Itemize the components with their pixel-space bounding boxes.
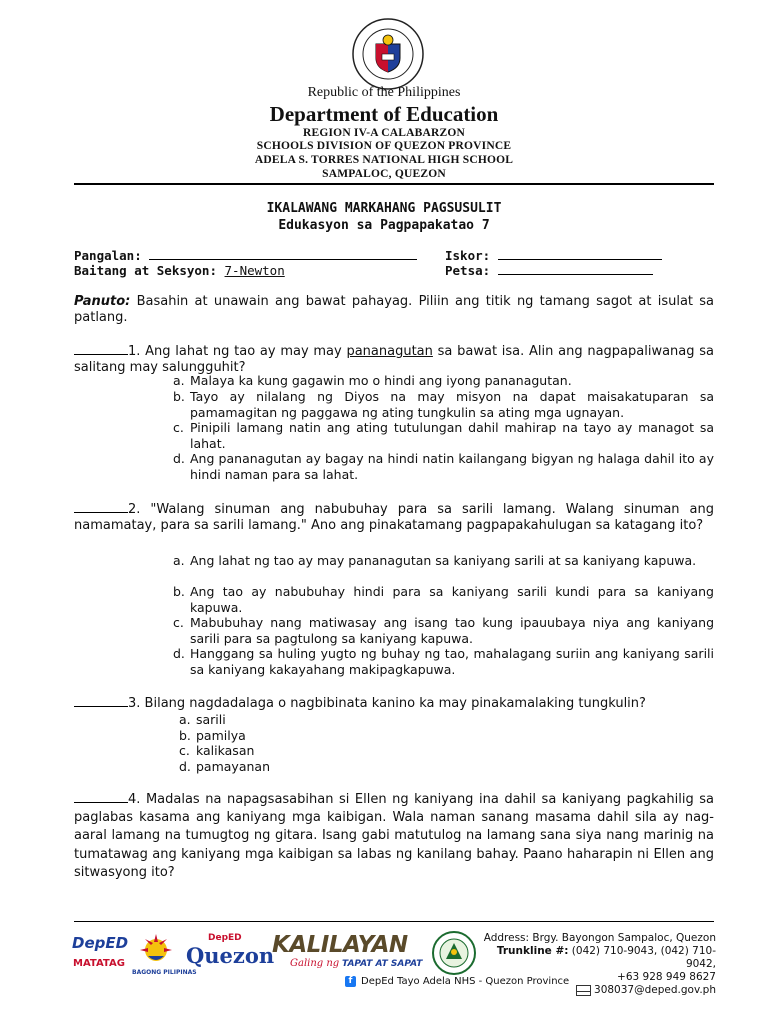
option-letter: d. bbox=[179, 759, 191, 774]
question-number: 2. bbox=[128, 502, 141, 517]
address-text: Address: Brgy. Bayongon Sampaloc, Quezon bbox=[483, 932, 716, 944]
answer-blank-2[interactable] bbox=[74, 500, 128, 513]
date-label: Petsa: bbox=[445, 263, 491, 278]
option-1c bbox=[173, 420, 714, 451]
option-letter: a. bbox=[173, 553, 185, 568]
answer-blank-1[interactable] bbox=[74, 342, 128, 355]
option-text: Ang lahat ng tao ay may pananagutan sa kaniyang sarili at sa kaniyang kapuwa. bbox=[190, 553, 697, 568]
kalilayan-subtext: Galing ng bbox=[290, 958, 340, 969]
question-3 bbox=[74, 694, 714, 712]
division-line: SCHOOLS DIVISION OF QUEZON PROVINCE bbox=[256, 140, 512, 152]
facebook-page-text: DepEd Tayo Adela NHS - Quezon Province bbox=[361, 976, 570, 987]
option-letter: c. bbox=[173, 615, 184, 630]
question-2 bbox=[74, 500, 714, 534]
option-1a bbox=[173, 373, 714, 389]
instructions-text: Basahin at unawain ang bawat pahayag. Piliin ang titik ng tamang sagot at isulat sa patlang. bbox=[74, 294, 714, 325]
score-label: Iskor: bbox=[445, 248, 491, 263]
option-letter: b. bbox=[173, 584, 185, 599]
date-blank[interactable] bbox=[498, 264, 653, 275]
footer-divider bbox=[74, 921, 714, 922]
matatag-text: MATATAG bbox=[73, 958, 125, 969]
option-text: sarili bbox=[196, 712, 226, 727]
school-line: ADELA S. TORRES NATIONAL HIGH SCHOOL bbox=[254, 154, 514, 166]
option-3d bbox=[179, 759, 496, 775]
option-text: pamilya bbox=[196, 728, 246, 743]
mobile-number: +63 928 949 8627 bbox=[617, 971, 716, 983]
instructions bbox=[74, 294, 714, 326]
header-divider bbox=[74, 183, 714, 185]
option-2a bbox=[173, 553, 714, 569]
bagong-pilipinas-text: BAGONG PILIPINAS bbox=[132, 969, 197, 976]
option-letter: b. bbox=[179, 728, 191, 743]
town-line: SAMPALOC, QUEZON bbox=[322, 168, 446, 180]
option-3b bbox=[179, 728, 496, 744]
question-number: 3. bbox=[128, 696, 141, 711]
kalilayan-logo bbox=[272, 932, 428, 978]
answer-blank-3[interactable] bbox=[74, 694, 128, 707]
question-text: "Walang sinuman ang nabubuhay para sa sarili lamang. Walang sinuman ang namamatay, para sa sarili lamang." Ano ang pinakatamang pagpapakahulugan sa katagang ito? bbox=[74, 502, 715, 533]
deped-quezon-logo bbox=[186, 933, 275, 975]
quezon-deped-text: DepED bbox=[208, 933, 242, 943]
underlined-word: pananagutan bbox=[346, 344, 433, 359]
deped-matatag-logo bbox=[70, 932, 128, 980]
question-text: Bilang nagdadalaga o nagbibinata kanino ka may pinakamalaking tungkulin? bbox=[144, 696, 646, 711]
quezon-text: Quezon bbox=[186, 943, 275, 968]
exam-subject: Edukasyon sa Pagpapakatao 7 bbox=[278, 218, 490, 233]
option-text: Hanggang sa huling yugto ng buhay ng tao, mahalagang suriin ang kaniyang sarili sa kaniyang kakayahang makipagkapuwa. bbox=[190, 646, 714, 677]
grade-value: 7-Newton bbox=[224, 263, 285, 278]
email-link[interactable]: 308037@deped.gov.ph bbox=[594, 984, 716, 996]
republic-line: Republic of the Philippines bbox=[307, 85, 461, 100]
exam-title: IKALAWANG MARKAHANG PAGSUSULIT bbox=[266, 201, 502, 216]
option-1d bbox=[173, 451, 714, 482]
question-4 bbox=[74, 790, 714, 882]
option-text: pamayanan bbox=[196, 759, 270, 774]
option-letter: a. bbox=[179, 712, 191, 727]
option-text: Pinipili lamang natin ang ating tutulungan dahil mahirap na tayo ay managot sa lahat. bbox=[190, 420, 714, 451]
option-letter: a. bbox=[173, 373, 185, 388]
email-icon bbox=[576, 985, 591, 996]
option-text: Ang pananagutan ay bagay na hindi natin kailangang bigyan ng halaga dahil ito ay hindi naman para sa lahat. bbox=[190, 451, 714, 482]
name-field[interactable] bbox=[74, 248, 417, 263]
option-letter: c. bbox=[179, 743, 190, 758]
answer-blank-4[interactable] bbox=[74, 790, 128, 803]
question-number: 4. bbox=[128, 792, 141, 807]
option-letter: d. bbox=[173, 646, 185, 661]
option-letter: b. bbox=[173, 389, 185, 404]
facebook-line[interactable] bbox=[345, 976, 569, 990]
bagong-pilipinas-sun-icon bbox=[134, 930, 178, 968]
option-text: Malaya ka kung gagawin mo o hindi ang iyong pananagutan. bbox=[190, 373, 572, 388]
name-label: Pangalan: bbox=[74, 248, 142, 263]
name-blank[interactable] bbox=[149, 249, 417, 260]
deped-seal-logo bbox=[352, 18, 424, 90]
option-text: kalikasan bbox=[196, 743, 255, 758]
option-3c bbox=[179, 743, 496, 759]
question-text-post: sa bawat isa. Alin ang nagpapaliwanag sa salitang may salungguhit? bbox=[74, 344, 714, 375]
kalilayan-text: KALILAYAN bbox=[272, 932, 408, 958]
facebook-icon: f bbox=[345, 976, 356, 987]
deped-logo-text: DepED bbox=[72, 934, 129, 952]
instructions-label: Panuto: bbox=[74, 294, 131, 309]
grade-field bbox=[74, 263, 285, 278]
date-field[interactable] bbox=[445, 263, 653, 278]
score-field[interactable] bbox=[445, 248, 662, 263]
question-number: 1. bbox=[128, 344, 141, 359]
tapat-at-sapat-text: TAPAT AT SAPAT bbox=[342, 959, 423, 969]
option-3a bbox=[179, 712, 496, 728]
option-text: Ang tao ay nabubuhay hindi para sa kaniyang sarili kundi para sa kaniyang kapuwa. bbox=[190, 584, 714, 615]
option-1b bbox=[173, 389, 714, 420]
option-2c bbox=[173, 615, 714, 646]
option-letter: d. bbox=[173, 451, 185, 466]
trunkline-numbers: (042) 710-9043, (042) 710-9042, bbox=[571, 945, 716, 970]
department-title: Department of Education bbox=[269, 102, 499, 126]
option-text: Tayo ay nilalang ng Diyos na may misyon na dapat maisakatuparan sa pamamagitan ng paggawa ng ating tungkulin sa ating mga ugnayan. bbox=[190, 389, 714, 420]
option-letter: c. bbox=[173, 420, 184, 435]
question-text-pre: Ang lahat ng tao ay may may bbox=[145, 344, 347, 359]
question-text: Madalas na napagsasabihan si Ellen ng kaniyang ina dahil sa kaniyang pagkahilig sa paglabas kasama ang kaniyang mga kaibigan. Wala naman sanang masama dahil sila ay nag-aaral lamang na tumugtog ng gitara. Isang gabi matutulog na lamang sana siya nang marinig na tumatawag ang kaniyang mga kaibigan sa labas ng kanilang bahay. Paano haharapin ni Ellen ang sitwasyong ito? bbox=[74, 792, 714, 880]
trunkline-label: Trunkline #: bbox=[496, 945, 569, 957]
option-2b bbox=[173, 584, 714, 615]
option-text: Mabubuhay nang matiwasay ang isang tao kung ipauubaya niya ang kaniyang sarili para sa pagtulong sa kaniyang kapuwa. bbox=[190, 615, 714, 646]
option-2d bbox=[173, 646, 714, 677]
grade-label: Baitang at Seksyon: bbox=[74, 263, 217, 278]
region-line: REGION IV-A CALABARZON bbox=[302, 127, 465, 139]
score-blank[interactable] bbox=[498, 249, 662, 260]
question-1 bbox=[74, 342, 714, 376]
